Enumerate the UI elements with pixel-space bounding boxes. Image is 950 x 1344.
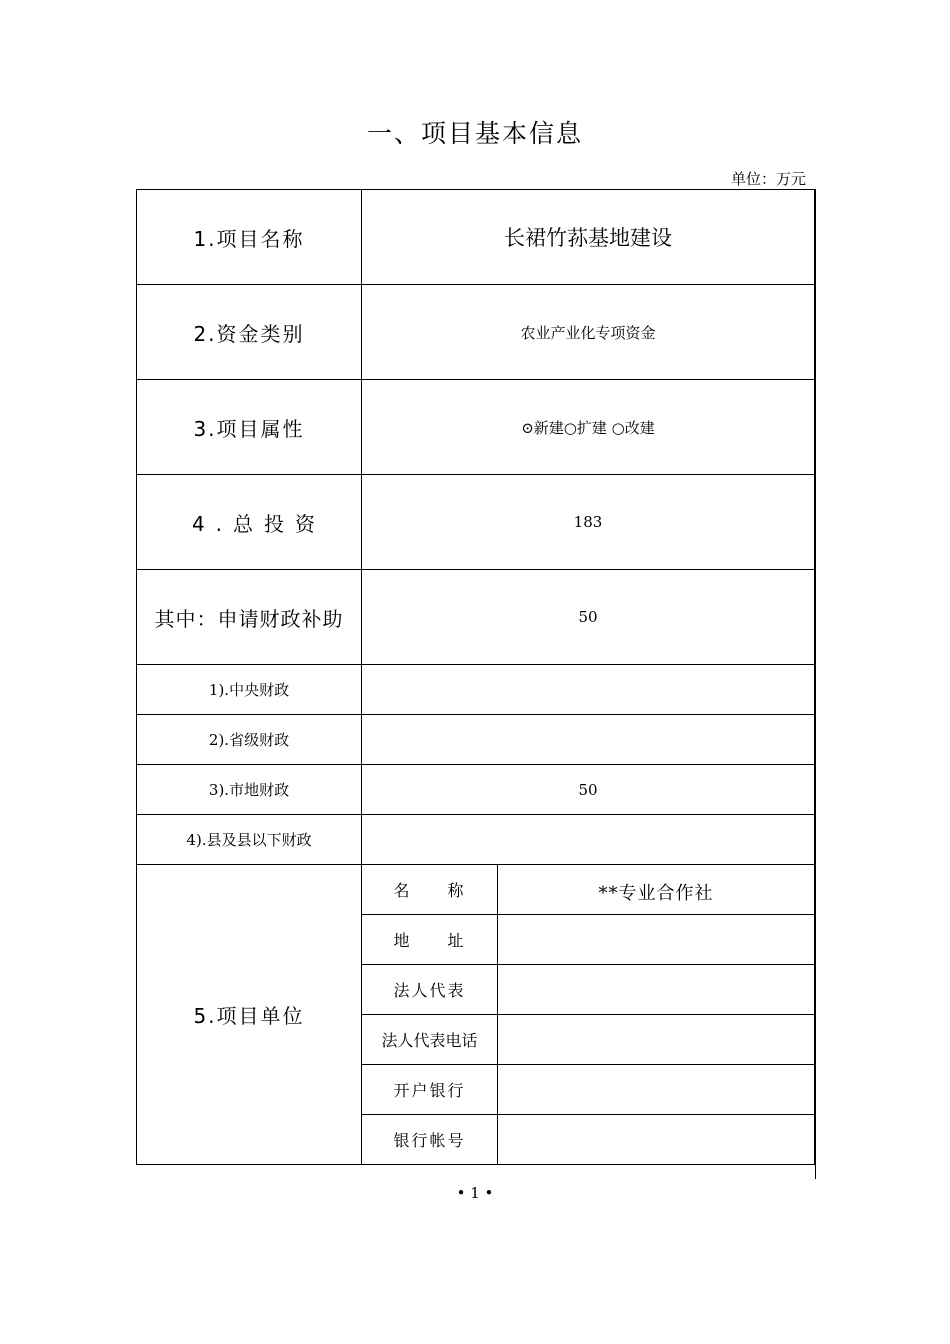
table-row (137, 715, 815, 765)
page-title: 一、项目基本信息 (366, 119, 583, 148)
subsidy-label: 其中：申请财政补助 (137, 570, 362, 665)
central-finance-value (362, 665, 815, 715)
project-info-table (136, 189, 815, 1165)
county-finance-value (362, 815, 815, 865)
table-row (137, 665, 815, 715)
bank-account-value (498, 1115, 815, 1165)
fund-type-value: 农业产业化专项资金 (362, 285, 815, 380)
project-attr-label: 3.项目属性 (137, 380, 362, 475)
table-row (137, 190, 815, 285)
legal-rep-label: 法人代表 (362, 965, 498, 1015)
central-finance-label: 1).中央财政 (137, 665, 362, 715)
project-attr-value: ⊙新建○扩建 ○改建 (362, 380, 815, 475)
legal-rep-phone-label: 法人代表电话 (362, 1015, 498, 1065)
fund-type-label: 2.资金类别 (137, 285, 362, 380)
municipal-finance-label: 3).市地财政 (137, 765, 362, 815)
bank-account-label: 银行帐号 (362, 1115, 498, 1165)
project-name-label: 1.项目名称 (137, 190, 362, 285)
provincial-finance-label: 2).省级财政 (137, 715, 362, 765)
table-row (137, 475, 815, 570)
project-unit-label: 5.项目单位 (137, 865, 362, 1165)
table-row (137, 380, 815, 475)
table-row (137, 815, 815, 865)
subsidy-value: 50 (362, 570, 815, 665)
bank-label: 开户银行 (362, 1065, 498, 1115)
table-edge (815, 189, 816, 1179)
table-row (137, 285, 815, 380)
legal-rep-phone-value (498, 1015, 815, 1065)
table-row (137, 570, 815, 665)
municipal-finance-value: 50 (362, 765, 815, 815)
table-row (137, 765, 815, 815)
unit-label: 单位：万元 (730, 170, 806, 188)
project-name-value: 长裙竹荪基地建设 (362, 190, 815, 285)
provincial-finance-value (362, 715, 815, 765)
total-investment-label: 4.总投资 (137, 475, 362, 570)
table-row (137, 865, 815, 915)
county-finance-label: 4).县及县以下财政 (137, 815, 362, 865)
legal-rep-value (498, 965, 815, 1015)
bank-value (498, 1065, 815, 1115)
unit-address-label: 地 址 (362, 915, 498, 965)
unit-name-label: 名 称 (362, 865, 498, 915)
total-investment-value: 183 (362, 475, 815, 570)
unit-address-value (498, 915, 815, 965)
unit-name-value: **专业合作社 (498, 865, 815, 915)
page-number: • 1 • (456, 1184, 494, 1202)
